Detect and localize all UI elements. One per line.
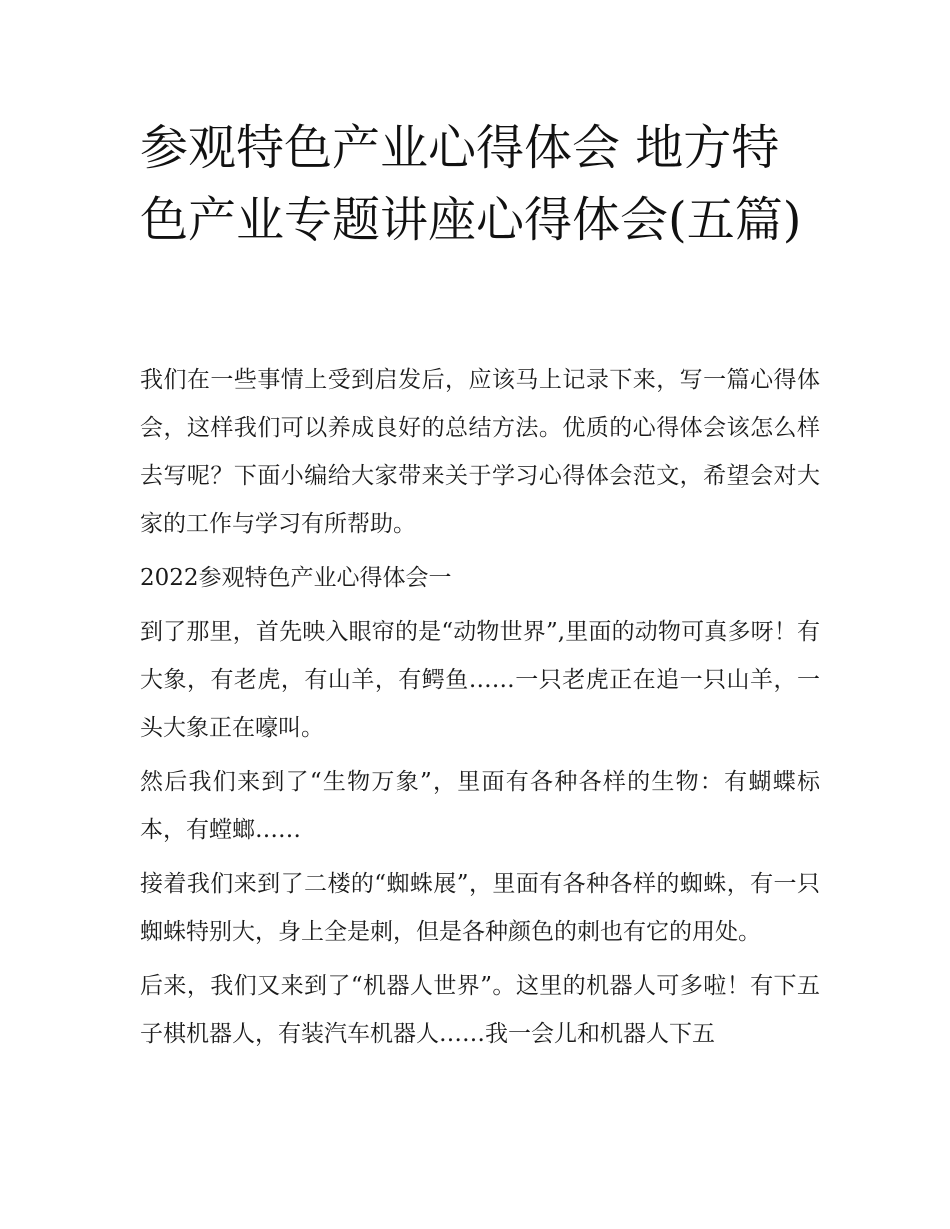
body-paragraph: 然后我们来到了“生物万象”，里面有各种各样的生物：有蝴蝶标本，有螳螂……	[140, 769, 820, 843]
body-paragraph: 后来，我们又来到了“机器人世界”。这里的机器人可多啦！有下五子棋机器人，有装汽车机器人……我一会儿和机器人下五	[140, 973, 820, 1047]
document-title: 参观特色产业心得体会 地方特色产业专题讲座心得体会(五篇)	[140, 120, 802, 248]
intro-paragraph: 我们在一些事情上受到启发后，应该马上记录下来，写一篇心得体会，这样我们可以养成良好的总结方法。优质的心得体会该怎么样去写呢？下面小编给大家带来关于学习心得体会范文，希望会对大家的工作与学习有所帮助。	[140, 367, 820, 537]
body-paragraph: 到了那里，首先映入眼帘的是“动物世界”,里面的动物可真多呀！有大象，有老虎，有山羊，有鳄鱼……一只老虎正在追一只山羊，一头大象正在嚎叫。	[140, 619, 820, 741]
body-paragraph: 接着我们来到了二楼的“蜘蛛展”，里面有各种各样的蜘蛛，有一只蜘蛛特别大，身上全是刺，但是各种颜色的刺也有它的用处。	[140, 871, 820, 945]
section-heading: 2022参观特色产业心得体会一	[140, 565, 452, 591]
document-body	[140, 356, 820, 1064]
